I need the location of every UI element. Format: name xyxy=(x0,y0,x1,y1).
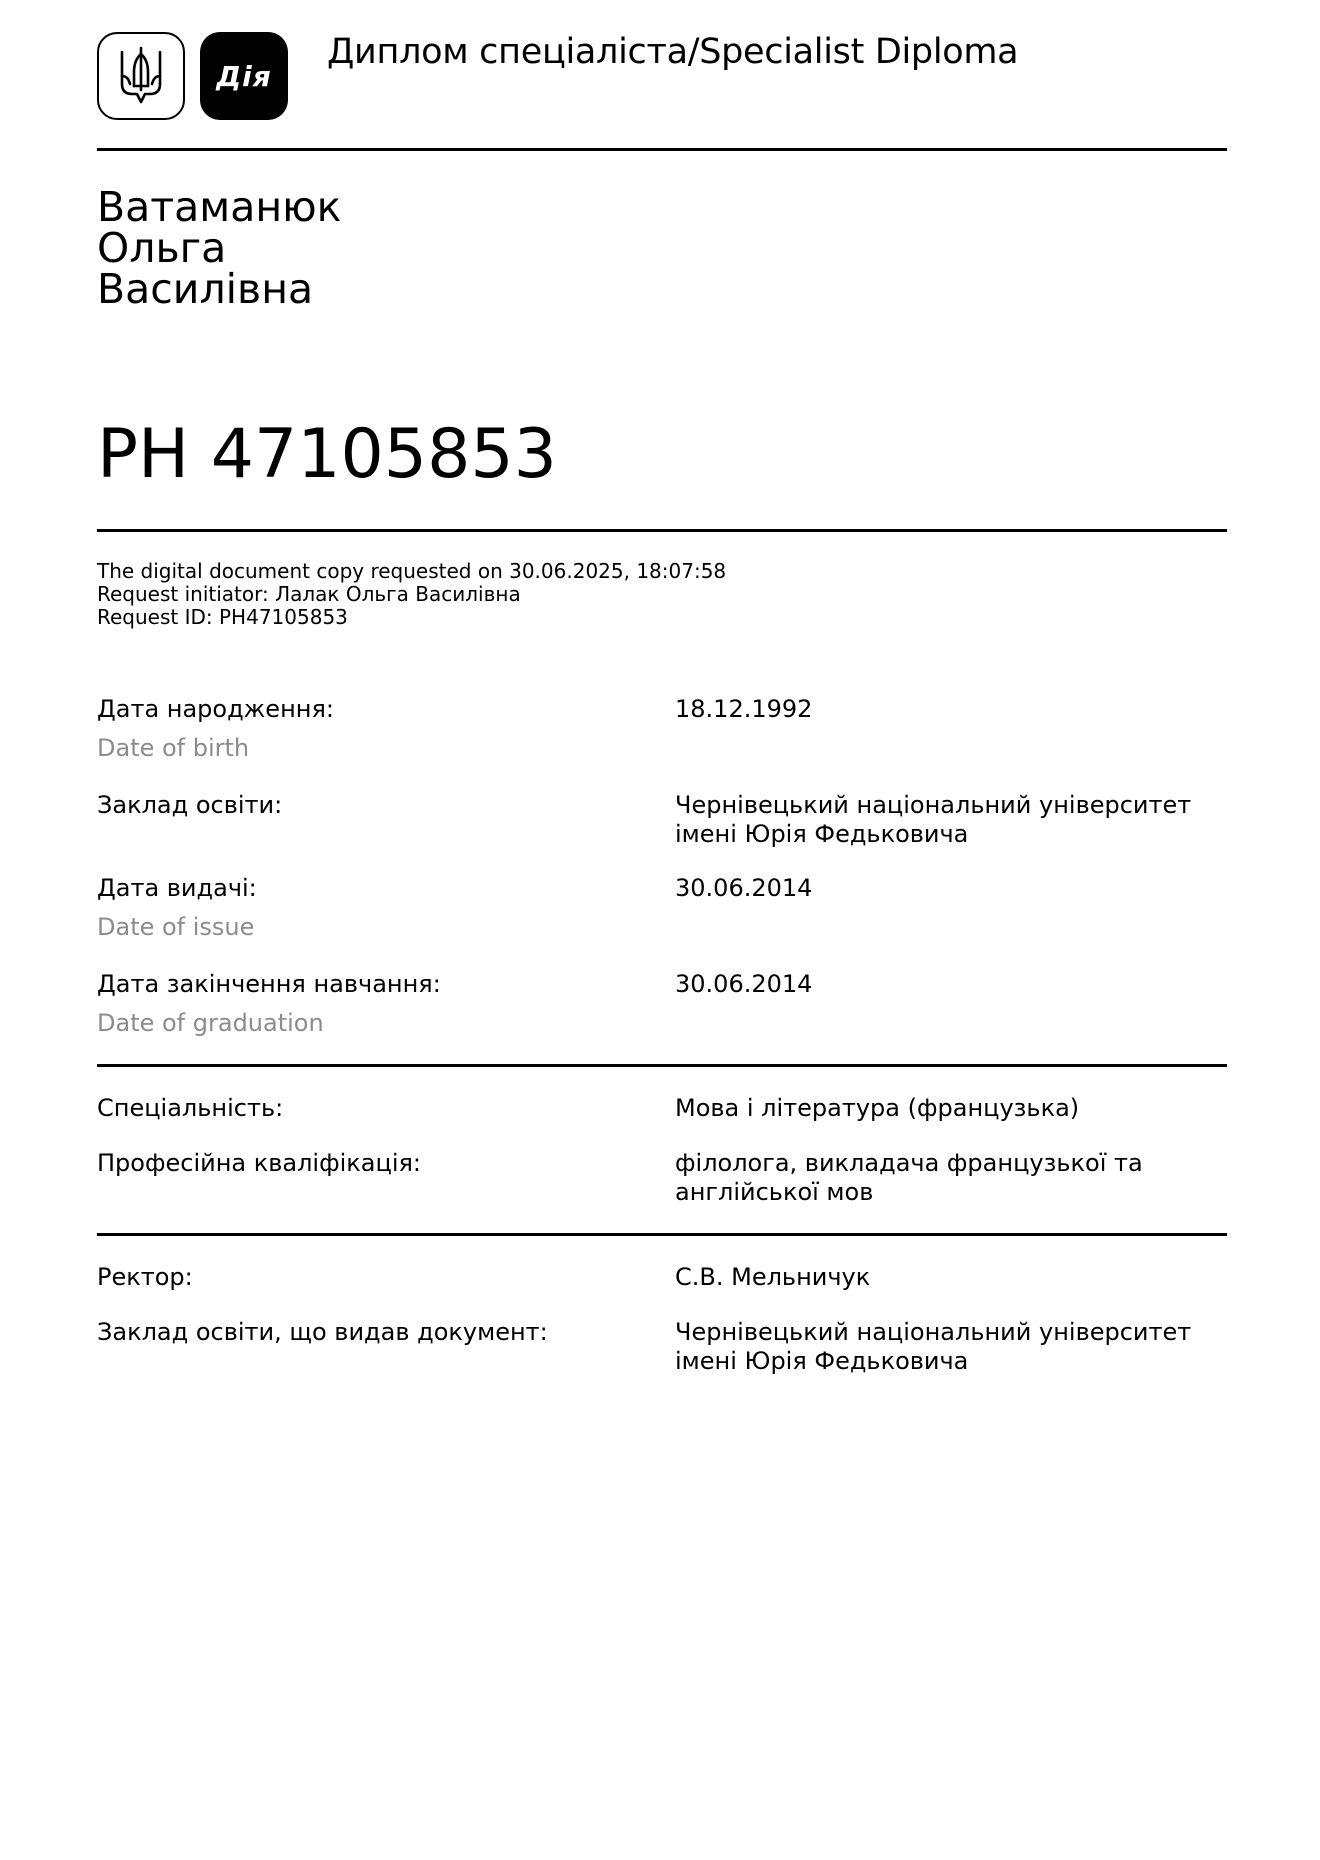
request-date-line: The digital document copy requested on 30.06.2025, 18:07:58 xyxy=(97,559,727,583)
document-number: PH 47105853 xyxy=(97,415,557,494)
institution-value-line2: імені Юрія Федьковича xyxy=(675,820,969,848)
document-title: Диплом спеціаліста/Specialist Diploma xyxy=(327,32,1019,72)
divider xyxy=(97,1233,1227,1236)
graduation-date-label: Дата закінчення навчання: xyxy=(97,970,441,998)
qualification-value xyxy=(675,1149,1235,1207)
birth-date-label: Дата народження: xyxy=(97,695,334,723)
diia-logo-text: Дія xyxy=(216,59,272,93)
specialty-value: Мова і література (французька) xyxy=(675,1094,1080,1122)
issuer-value xyxy=(675,1318,1235,1376)
rector-label: Ректор: xyxy=(97,1263,193,1291)
graduation-date-sublabel: Date of graduation xyxy=(97,1009,324,1037)
qualification-value-line1: філолога, викладача французької та xyxy=(675,1149,1143,1177)
qualification-label: Професійна кваліфікація: xyxy=(97,1149,422,1177)
issuer-label: Заклад освіти, що видав документ: xyxy=(97,1318,548,1346)
birth-date-value: 18.12.1992 xyxy=(675,695,813,723)
issue-date-value: 30.06.2014 xyxy=(675,874,813,902)
divider xyxy=(97,529,1227,532)
issuer-value-line2: імені Юрія Федьковича xyxy=(675,1347,969,1375)
issuer-value-line1: Чернівецький національний університет xyxy=(675,1318,1192,1346)
divider xyxy=(97,148,1227,151)
request-initiator-line: Request initiator: Лалак Ольга Василівна xyxy=(97,582,521,606)
request-id-line: Request ID: PH47105853 xyxy=(97,605,348,629)
graduation-date-value: 30.06.2014 xyxy=(675,970,813,998)
institution-value-line1: Чернівецький національний університет xyxy=(675,791,1192,819)
diia-logo xyxy=(200,32,288,120)
trident-icon xyxy=(118,46,164,106)
divider xyxy=(97,1064,1227,1067)
qualification-value-line2: англійської мов xyxy=(675,1178,874,1206)
rector-value: С.В. Мельничук xyxy=(675,1263,871,1291)
institution-value xyxy=(675,791,1235,849)
coat-of-arms-logo xyxy=(97,32,185,120)
holder-name xyxy=(97,183,342,313)
issue-date-sublabel: Date of issue xyxy=(97,913,255,941)
holder-given-name: Ольга xyxy=(97,224,227,272)
institution-label: Заклад освіти: xyxy=(97,791,283,819)
holder-patronymic: Василівна xyxy=(97,265,314,313)
request-info xyxy=(97,560,726,629)
issue-date-label: Дата видачі: xyxy=(97,874,257,902)
holder-surname: Ватаманюк xyxy=(97,183,342,231)
birth-date-sublabel: Date of birth xyxy=(97,734,250,762)
specialty-label: Спеціальність: xyxy=(97,1094,284,1122)
